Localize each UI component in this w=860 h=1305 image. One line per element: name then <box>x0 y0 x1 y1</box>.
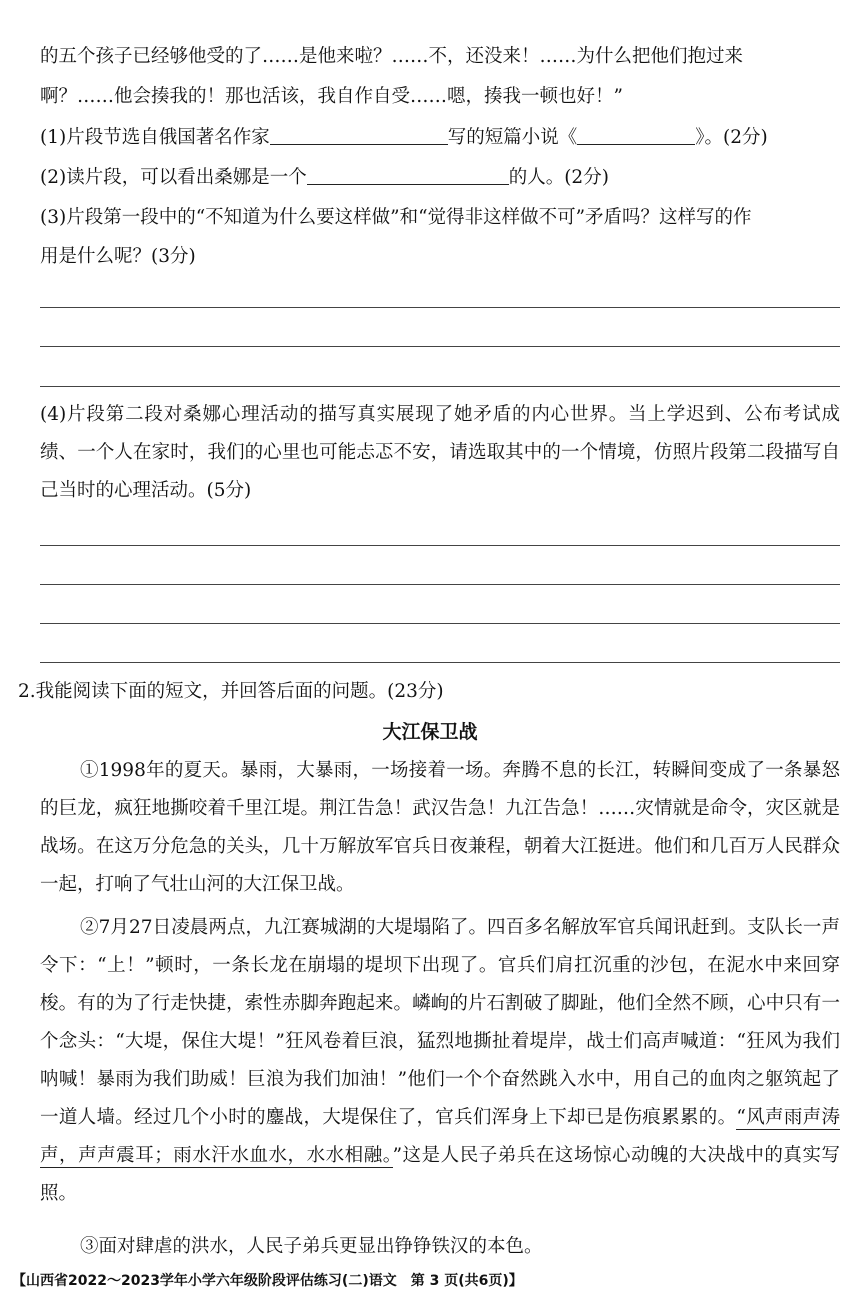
paragraph-2-text-b: ”这是人民子弟兵在这场惊心动魄的大决战中的真实写照。 <box>40 1145 840 1204</box>
page-footer: 【山西省2022～2023学年小学六年级阶段评估练习(二)语文 第 3 页(共6页)】 <box>12 1273 523 1289</box>
answer-line[interactable] <box>40 584 840 585</box>
answer-line[interactable] <box>40 346 840 347</box>
question-2 <box>40 159 840 197</box>
answer-blank-story-title[interactable] <box>577 122 695 145</box>
question-3-line-2: 用是什么呢？(3分) <box>40 246 196 267</box>
question-4: (4)片段第二段对桑娜心理活动的描写真实展现了她矛盾的内心世界。当上学迟到、公布考试成绩、一个人在家时，我们的心里也可能忐忑不安，请选取其中的一个情境，仿照片段第二段描写自己当时的心理活动。(5分) <box>40 404 840 501</box>
question-3-line-1: (3)片段第一段中的“不知道为什么要这样做”和“觉得非这样做不可”矛盾吗？这样写的作 <box>40 207 752 228</box>
answer-line[interactable] <box>40 662 840 663</box>
answer-line[interactable] <box>40 545 840 546</box>
question-1-text-c: 》。(2分) <box>695 127 768 148</box>
section-2-heading: 2.我能阅读下面的短文，并回答后面的问题。(23分) <box>18 681 444 702</box>
question-1 <box>40 119 840 157</box>
question-2-text-a: (2)读片段，可以看出桑娜是一个 <box>40 167 307 188</box>
article-paragraph-3: ③面对肆虐的洪水，人民子弟兵更显出铮铮铁汉的本色。 <box>80 1236 543 1257</box>
question-1-text-b: 写的短篇小说《 <box>447 127 578 148</box>
answer-line[interactable] <box>40 386 840 387</box>
answer-blank-author[interactable] <box>270 122 448 145</box>
question-2-text-b: 的人。(2分) <box>508 167 609 188</box>
excerpt-line-1: 的五个孩子已经够他受的了……是他来啦？……不，还没来！……为什么把他们抱过来 <box>40 46 744 67</box>
underlined-sentence: “风声雨声涛声，声声震耳；雨水汗水血水，水水相融。 <box>40 1107 840 1166</box>
article-title: 大江保卫战 <box>382 721 478 743</box>
paragraph-2-text-a: ②7月27日凌晨两点，九江赛城湖的大堤塌陷了。四百多名解放军官兵闻讯赶到。支队长一声令下：“上！”顿时，一条长龙在崩塌的堤坝下出现了。官兵们肩扛沉重的沙包，在泥水中来回穿梭。有的为了行走快捷，索性赤脚奔跑起来。嶙峋的片石割破了脚趾，他们全然不顾，心中只有一个念头：“大堤，保住大堤！”狂风卷着巨浪，猛烈地撕扯着堤岸，战士们高声喊道：“狂风为我们呐喊！暴雨为我们助威！巨浪为我们加油！”他们一个个奋然跳入水中，用自己的血肉之躯筑起了一道人墙。经过几个小时的鏖战，大堤保住了，官兵们浑身上下却已是伤痕累累的。 <box>40 917 840 1128</box>
excerpt-line-2: 啊？……他会揍我的！那也活该，我自作自受……嗯，揍我一顿也好！” <box>40 86 623 107</box>
answer-line[interactable] <box>40 307 840 308</box>
answer-line[interactable] <box>40 623 840 624</box>
article-paragraph-1: ①1998年的夏天。暴雨，大暴雨，一场接着一场。奔腾不息的长江，转瞬间变成了一条暴怒的巨龙，疯狂地撕咬着千里江堤。荆江告急！武汉告急！九江告急！……灾情就是命令，灾区就是战场。在这万分危急的关头，几十万解放军官兵日夜兼程，朝着大江挺进。他们和几百万人民群众一起，打响了气壮山河的大江保卫战。 <box>40 760 840 895</box>
article-paragraph-2 <box>40 909 840 1213</box>
question-1-text-a: (1)片段节选自俄国著名作家 <box>40 127 270 148</box>
answer-blank-character[interactable] <box>307 162 509 185</box>
